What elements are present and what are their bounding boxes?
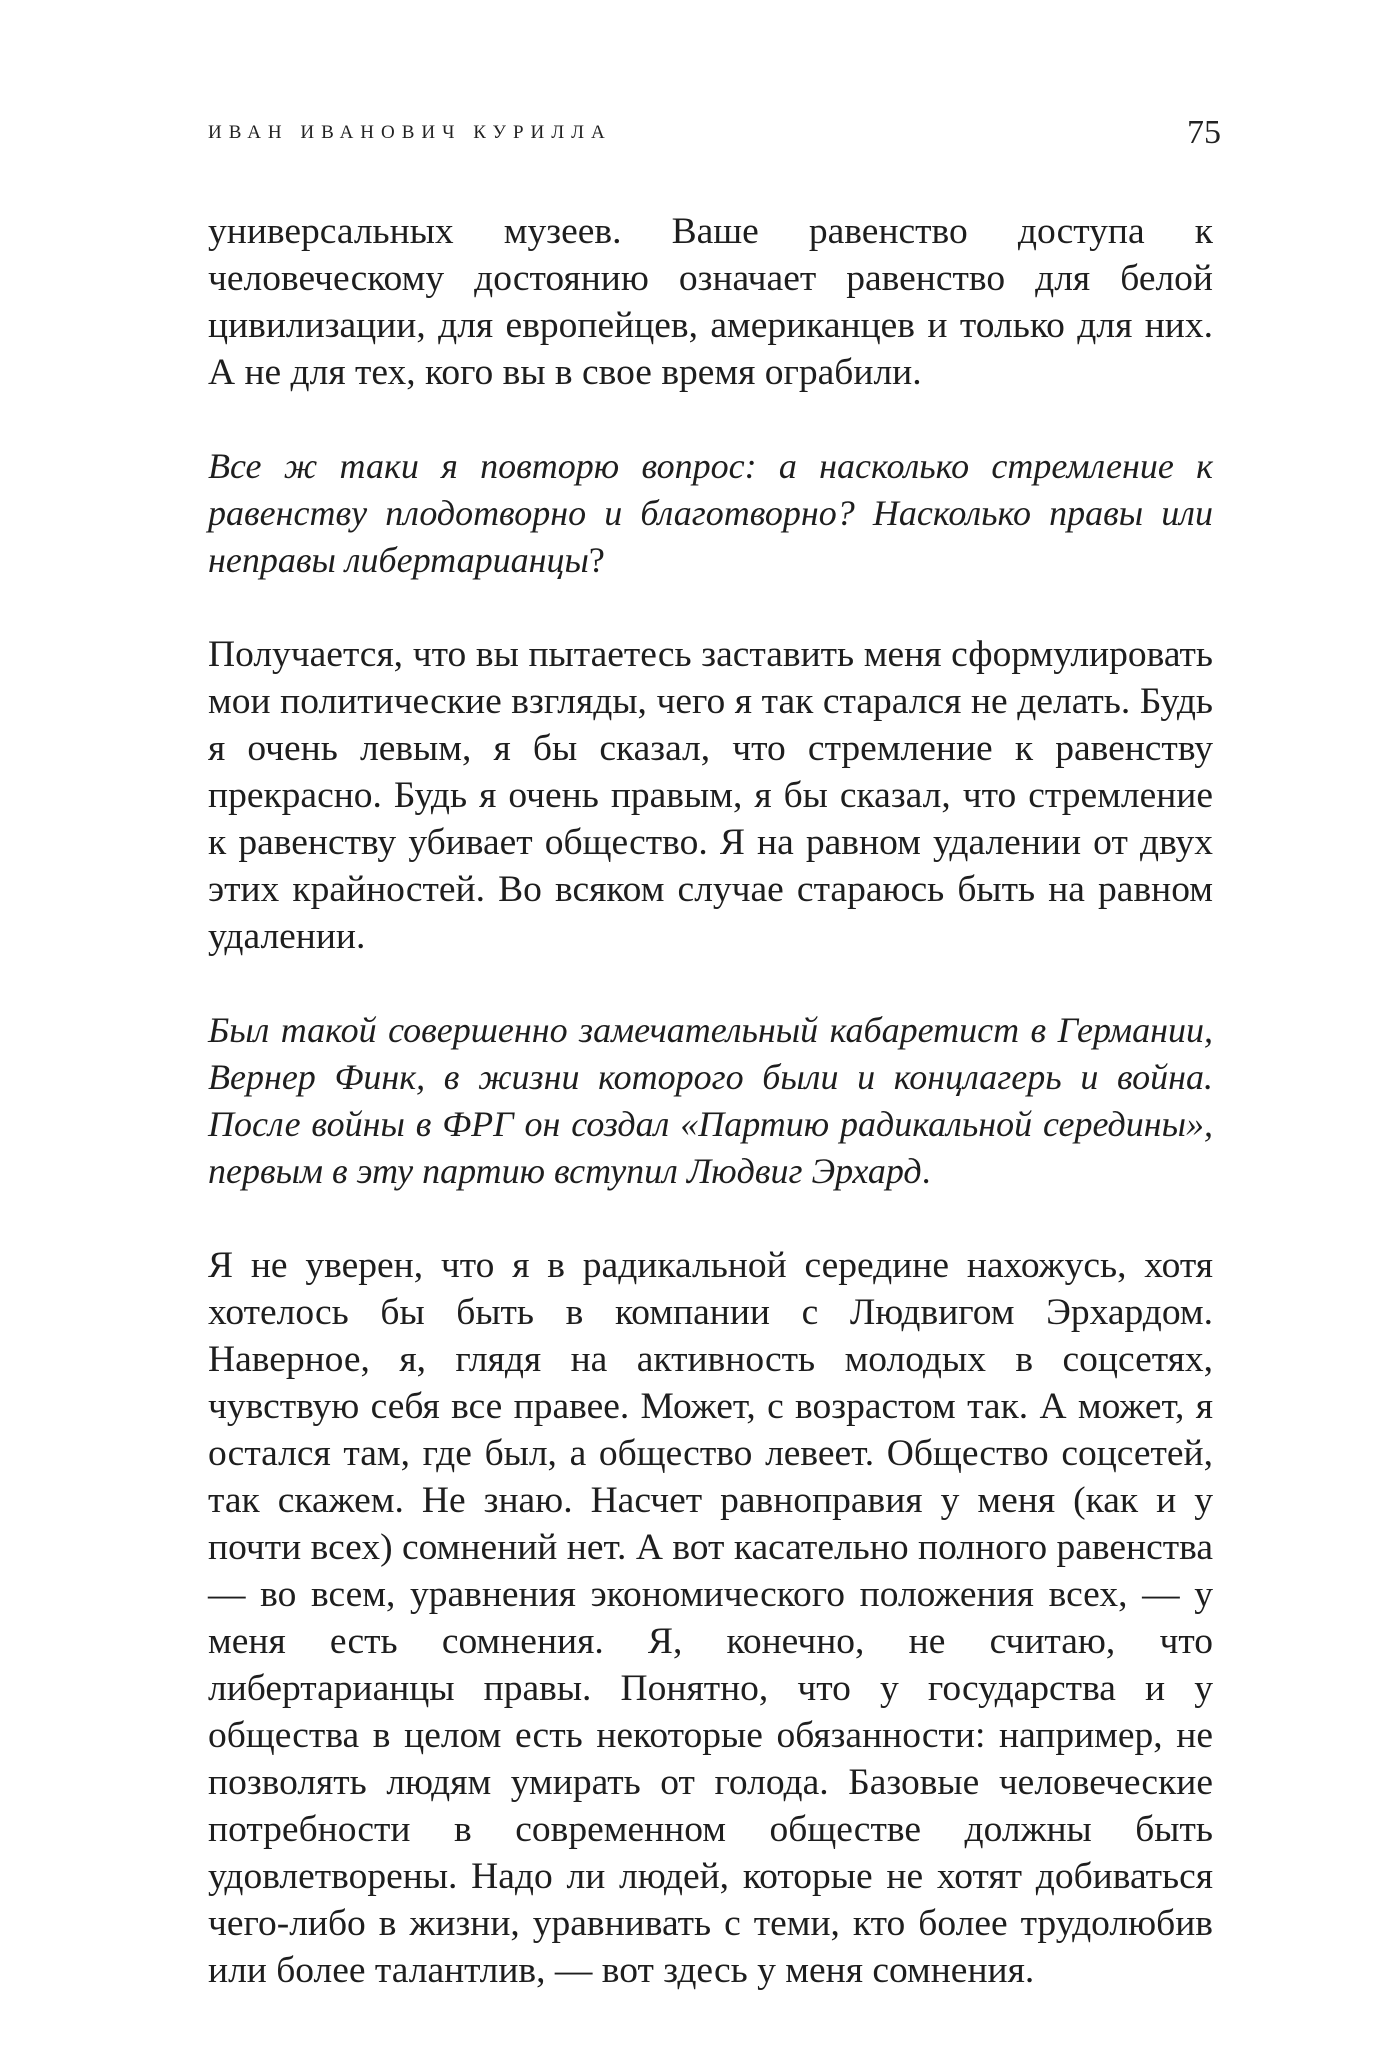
page-number: 75: [1187, 114, 1221, 151]
body-text: [208, 208, 1213, 1994]
answer-paragraph-3: Я не уверен, что я в радикальной середине нахожусь, хотя хотелось бы быть в компании с Людвигом Эрхардом. Наверное, я, глядя на активность молодых в соцсетях, чувствую себя все правее. Может, с возрастом так. А может, я остался там, где был, а общество левеет. Общество соцсетей, так скажем. Не знаю. Насчет равноправия у меня (как и у почти всех) сомнений нет. А вот касательно полного равенства — во всем, уравнения экономического положения всех, — у меня есть сомнения. Я, конечно, не считаю, что либертарианцы правы. Понятно, что у государства и у общества в целом есть некоторые обязанности: например, не позволять людям умирать от голода. Базовые человеческие потребности в современном обществе должны быть удовлетворены. Надо ли людей, которые не хотят добиваться чего-либо в жизни, уравнивать с теми, кто более трудолюбив или более талантлив, — вот здесь у меня сомнения.: [208, 1245, 1213, 1991]
running-head-title: ИВАН ИВАНОВИЧ КУРИЛЛА: [208, 122, 612, 143]
question-text-2: Был такой совершенно замечательный кабаретист в Германии, Вернер Финк, в жизни которого были и концлагерь и война. После войны в ФРГ он создал «Партию радикальной середины», первым в эту партию вступил Людвиг Эрхард: [208, 1010, 1213, 1191]
question-paragraph-1: [208, 443, 1213, 584]
question-paragraph-2: [208, 1007, 1213, 1195]
question-mark-1: ?: [588, 540, 605, 580]
question-text-1: Все ж таки я повторю вопрос: а насколько стремление к равенству плодотворно и благотворно? Насколько правы или неправы либертарианцы: [208, 446, 1213, 580]
answer-paragraph-2: Получается, что вы пытаетесь заставить меня сформулировать мои политические взгляды, чего я так старался не делать. Будь я очень левым, я бы сказал, что стремление к равенству прекрасно. Будь я очень правым, я бы сказал, что стремление к равенству убивает общество. Я на равном удалении от двух этих крайностей. Во всяком случае стараюсь быть на равном удалении.: [208, 634, 1213, 957]
question-period-2: .: [921, 1151, 931, 1191]
answer-paragraph-1: универсальных музеев. Ваше равенство доступа к человеческому достоянию означает равенство для белой цивилизации, для европейцев, американцев и только для них. А не для тех, кого вы в свое время ограбили.: [208, 211, 1213, 393]
